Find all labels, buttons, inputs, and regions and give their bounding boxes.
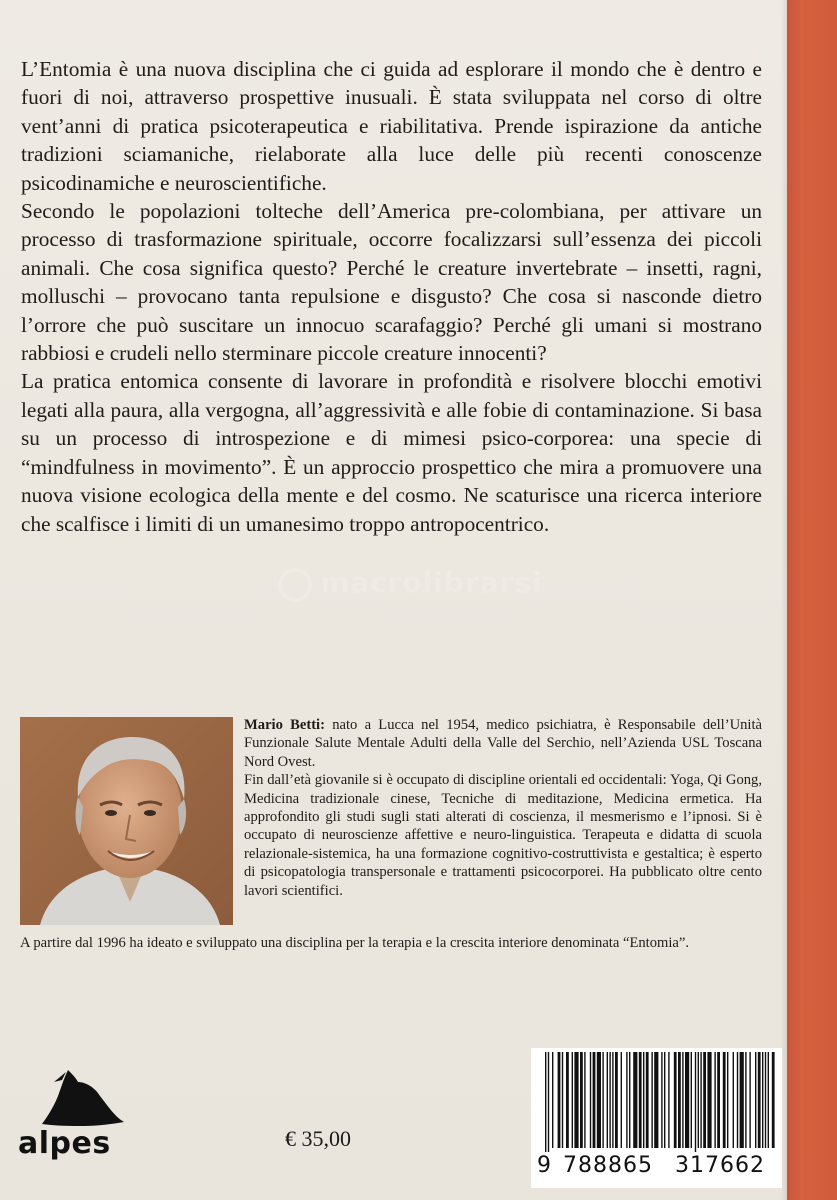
barcode-bar xyxy=(664,1052,665,1148)
barcode-bar xyxy=(590,1052,591,1148)
description-paragraph-2: Secondo le popolazioni tolteche dell’America pre-colombiana, per attivare un processo di trasformazione spirituale, occorre focalizzarsi sull’essenza dei piccoli animali. Che cosa significa questo? Perché le creature invertebrate – insetti, ragni, molluschi – provocano tanta repulsione e disgusto? Che cosa si nasconde dietro l’orrore che può suscitare un innocuo scarafaggio? Perché gli umani si mostrano rabbiosi e crudeli nello sterminare piccole creature innocenti? xyxy=(21,199,762,366)
barcode-bar xyxy=(717,1052,720,1148)
isbn-first-digit: 9 xyxy=(537,1153,551,1178)
barcode-bar xyxy=(685,1052,689,1148)
author-intro xyxy=(244,716,762,771)
barcode-bar xyxy=(562,1052,563,1148)
barcode-bar xyxy=(545,1052,546,1152)
author-bio-continued xyxy=(20,934,765,952)
barcode-bar xyxy=(593,1052,596,1148)
barcode-bar xyxy=(661,1052,662,1148)
barcode-bar xyxy=(745,1052,746,1148)
red-side-stripe xyxy=(787,0,837,1200)
barcode-bar xyxy=(639,1052,642,1148)
barcode-bar xyxy=(765,1052,766,1148)
barcode-bar xyxy=(674,1052,677,1148)
barcode-bar xyxy=(629,1052,630,1148)
barcode-bar xyxy=(758,1052,761,1148)
barcode-bar xyxy=(597,1052,601,1148)
barcode-bar xyxy=(572,1052,573,1148)
barcode-bar xyxy=(584,1052,585,1148)
isbn-barcode xyxy=(531,1048,782,1188)
isbn-group-2: 317662 xyxy=(675,1153,765,1178)
barcode-bar xyxy=(548,1052,549,1152)
barcode-bar xyxy=(621,1052,622,1148)
barcode-bar xyxy=(700,1052,701,1148)
barcode-bar xyxy=(643,1052,644,1148)
author-bio-end: A partire dal 1996 ha ideato e sviluppato una disciplina per la terapia e la crescita interiore denominata “Entomia”. xyxy=(20,935,690,951)
barcode-bar xyxy=(612,1052,613,1148)
barcode-bar xyxy=(772,1052,775,1148)
barcode-bar xyxy=(607,1052,608,1148)
watermark-text: macrolibrarsi xyxy=(320,566,543,599)
barcode-bar xyxy=(733,1052,734,1148)
barcode-bar xyxy=(609,1052,610,1148)
barcode-bar xyxy=(558,1052,561,1148)
barcode-icon xyxy=(541,1052,777,1152)
author-intro-text: nato a Lucca nel 1954, medico psichiatra, è Responsabile dell’Unità Funzionale Salute Mentale Adulti della Valle del Serchio, nell’Azienda USL Toscana Nord Ovest. xyxy=(244,717,762,770)
barcode-bar xyxy=(727,1052,728,1148)
barcode-bar xyxy=(678,1052,681,1148)
publisher-name: alpes xyxy=(18,1126,111,1161)
description-text xyxy=(21,55,762,538)
barcode-bar xyxy=(691,1052,692,1148)
barcode-bar xyxy=(682,1052,683,1148)
barcode-bar xyxy=(552,1052,553,1148)
barcode-bar xyxy=(703,1052,706,1148)
barcode-bar xyxy=(740,1052,744,1148)
barcode-bar xyxy=(698,1052,699,1148)
barcode-bar xyxy=(714,1052,715,1148)
watermark-logo-icon xyxy=(278,568,312,602)
barcode-bar xyxy=(602,1052,603,1148)
barcode-bar xyxy=(615,1052,618,1148)
barcode-bar xyxy=(737,1052,738,1148)
barcode-bar xyxy=(695,1052,696,1152)
author-photo xyxy=(20,717,233,925)
publisher-logo xyxy=(18,1068,128,1168)
barcode-bar xyxy=(707,1052,711,1148)
description-paragraph-3: La pratica entomica consente di lavorare in profondità e risolvere blocchi emotivi legati alla paura, alla vergogna, all’aggressività e alle fobie di contaminazione. Si basa su un processo di introspezione e di mimesi psico-corporea: una specie di “mindfulness in movimento”. È un approccio prospettico che mira a promuovere una nuova visione ecologica della mente e del cosmo. Ne scaturisce una ricerca interiore che scalfisce i limiti di un umanesimo troppo antropocentrico. xyxy=(21,369,762,536)
barcode-bar xyxy=(580,1052,583,1148)
author-name: Mario Betti: xyxy=(244,717,325,733)
barcode-bar xyxy=(633,1052,637,1148)
barcode-bar xyxy=(755,1052,756,1148)
barcode-bar xyxy=(768,1052,769,1148)
barcode-bar xyxy=(749,1052,750,1148)
author-portrait-image xyxy=(20,717,233,925)
barcode-bar xyxy=(646,1052,649,1148)
description-paragraph-1: L’Entomia è una nuova disciplina che ci guida ad esplorare il mondo che è dentro e fuori di noi, attraverso prospettive inusuali. È stata sviluppata nel corso di oltre vent’anni di pratica psicoterapeutica e riabilitativa. Prende ispirazione da antiche tradizioni sciamaniche, rielaborate alla luce delle più recenti conoscenze psicodinamiche e neuroscientifiche. xyxy=(21,57,762,195)
price: € 35,00 xyxy=(285,1126,351,1151)
barcode-bar xyxy=(762,1052,763,1148)
barcode-bar xyxy=(723,1052,726,1148)
barcode-bar xyxy=(668,1052,669,1148)
barcode-bar xyxy=(651,1052,652,1148)
author-bio xyxy=(244,716,762,900)
isbn-group-1: 788865 xyxy=(563,1153,653,1178)
author-bio-paragraph: Fin dall’età giovanile si è occupato di discipline orientali ed occidentali: Yoga, Qi Gong, Medicina tradizionale cinese, Tecniche di meditazione, Medicina ermetica. Ha approfondito gli studi sugli stati alterati di coscienza, il mesmerismo e l’ipnosi. Si è occupato di neuroscienze affettive e neuro-linguistica. Terapeuta e didatta di scuola relazionale-sistemica, ha una formazione cognitivo-costruttivista e gestaltica; è esperto di psicopatologia transpersonale e trattamenti psicocorporei. Ha pubblicato oltre cento lavori scientifici. xyxy=(244,772,762,899)
barcode-bar xyxy=(626,1052,627,1148)
barcode-bar xyxy=(566,1052,569,1148)
barcode-bar xyxy=(654,1052,658,1148)
barcode-bar xyxy=(574,1052,578,1148)
watermark xyxy=(278,566,578,606)
